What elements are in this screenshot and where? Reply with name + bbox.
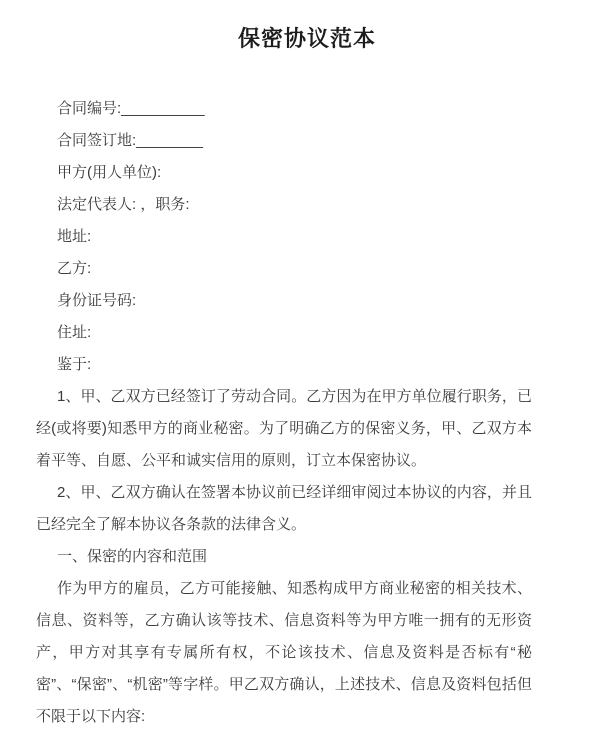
- field-contract-number: 合同编号:__________: [57, 100, 205, 117]
- field-party-a-employer: 甲方(用人单位):: [57, 164, 162, 181]
- field-id-number: 身份证号码:: [57, 292, 137, 309]
- document-page: [0, 26, 614, 725]
- field-legal-representative-position: 法定代表人: ，职务:: [57, 196, 190, 213]
- section-1-body-paragraph: 作为甲方的雇员，乙方可能接触、知悉构成甲方商业秘密的相关技术、信息、资料等，乙方确认该等技术、信息资料等为甲方唯一拥有的无形资产，甲方对其享有专属所有权，不论该技术、信息及资料是否标有“秘密”、“保密”、“机密”等字样。甲乙双方确认，上述技术、信息及资料包括但不限于以下内容:: [36, 580, 532, 725]
- clause-2-paragraph: 2、甲、乙双方确认在签署本协议前已经详细审阅过本协议的内容，并且已经完全了解本协议各条款的法律含义。: [36, 484, 532, 533]
- field-address: 地址:: [57, 228, 92, 245]
- section-1-heading: 一、保密的内容和范围: [57, 548, 208, 565]
- document-body: [36, 93, 532, 733]
- clause-1-paragraph: 1、甲、乙双方已经签订了劳动合同。乙方因为在甲方单位履行职务，已经(或将要)知悉甲方的商业秘密。为了明确乙方的保密义务，甲、乙双方本着平等、自愿、公平和诚实信用的原则，订立本保密协议。: [36, 388, 532, 469]
- field-residence: 住址:: [57, 324, 92, 341]
- document-title: 保密协议范本: [237, 26, 376, 51]
- field-signing-place: 合同签订地:________: [57, 132, 203, 149]
- field-party-b: 乙方:: [57, 260, 92, 277]
- whereas-label: 鉴于:: [57, 356, 92, 373]
